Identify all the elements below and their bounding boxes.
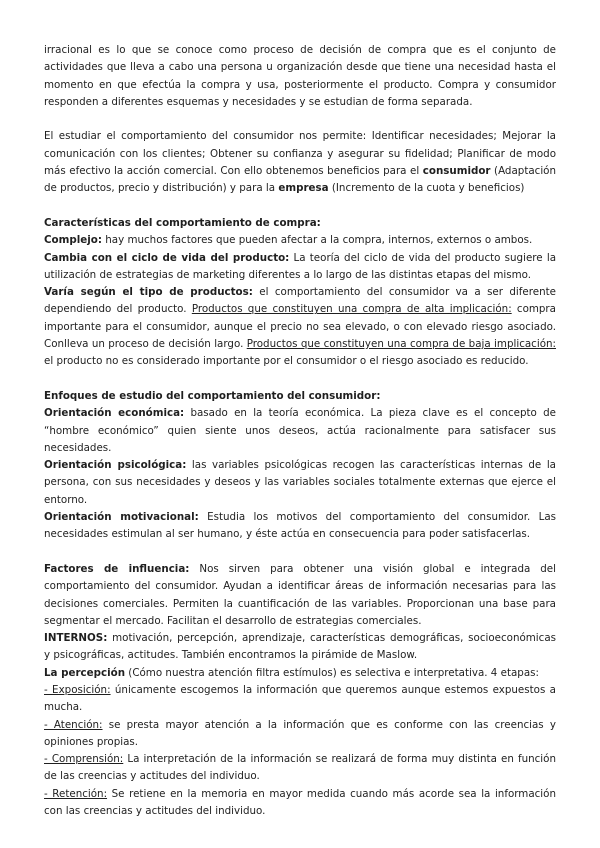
- enfoques-heading: Enfoques de estudio del comportamiento del consumidor:: [44, 389, 381, 402]
- retencion-item: - Retención: Se retiene en la memoria en mayor medida cuando más acorde sea la información con las creencias y actitudes del individuo.: [44, 787, 556, 818]
- economica-item: Orientación económica: basado en la teoría económica. La pieza clave es el concepto de “hombre económico” quien siente unos deseos, actúa racionalmente para satisfacer sus necesidades.: [44, 407, 556, 454]
- psicologica-item: Orientación psicológica: las variables psicológicas recogen las características internas de la persona, con sus necesidades y deseos y las variables sociales totalmente externas que ejerce el entorno.: [44, 459, 556, 506]
- complejo-item: Complejo: hay muchos factores que pueden afectar a la compra, internos, externos o ambos.: [44, 234, 533, 247]
- comprension-item: - Comprensión: La interpretación de la información se realizará de forma muy distinta en función de las creencias y actitudes del individuo.: [44, 753, 556, 783]
- intro-paragraph-1: irracional es lo que se conoce como proceso de decisión de compra que es el conjunto de actividades que lleva a cabo una persona u organización desde que tiene una necesidad hasta el momento en que efectúa la compra y usa, posteriormente el producto. Compra y consumidor responden a diferentes esquemas y necesidades y se estudian de forma separada.: [44, 44, 556, 108]
- caracteristicas-heading: Características del comportamiento de compra:: [44, 216, 321, 229]
- spacer: [44, 198, 556, 215]
- varia-item: Varía según el tipo de productos: el comportamiento del consumidor va a ser diferente dependiendo del producto. Productos que constituyen una compra de alta implicación: compra importante para el consumidor, aunque el precio no sea elevado, o con elevado riesgo asociado. Conlleva un proceso de decisión largo. Productos que constituyen una compra de baja implicación: el producto no es considerado importante por el consumidor o el riesgo asociado es reducido.: [44, 286, 556, 368]
- atencion-item: - Atención: se presta mayor atención a la información que es conforme con las creencias y opiniones propias.: [44, 718, 556, 748]
- intro-paragraph-2: El estudiar el comportamiento del consumidor nos permite: Identificar necesidades; Mejorar la comunicación con los clientes; Obtener su confianza y asegurar su fidelidad; Planificar de modo más efectivo la acción comercial. Con ello obtenemos beneficios para el consumidor (Adaptación de productos, precio y distribución) y para la empresa (Incremento de la cuota y beneficios): [44, 130, 557, 195]
- exposicion-item: - Exposición: únicamente escogemos la información que queremos aunque estemos expuestos a mucha.: [44, 683, 556, 714]
- percepcion-item: La percepción (Cómo nuestra atención filtra estímulos) es selectiva e interpretativa. 4 etapas:: [44, 666, 539, 679]
- internos-item: INTERNOS: motivación, percepción, aprendizaje, características demográficas, socioeconómicas y psicográficas, actitudes. También encontramos la pirámide de Maslow.: [44, 632, 556, 662]
- spacer: [44, 111, 556, 128]
- motivacional-item: Orientación motivacional: Estudia los motivos del comportamiento del consumidor. Las necesidades estimulan al ser humano, y éste actúa en consecuencia para poder satisfacerlas.: [44, 511, 556, 541]
- spacer: [44, 371, 556, 388]
- spacer: [44, 544, 556, 561]
- ciclo-item: Cambia con el ciclo de vida del producto: La teoría del ciclo de vida del producto sugiere la utilización de estrategias de marketing diferentes a lo largo de las distintas etapas del mismo.: [44, 251, 557, 281]
- factores-paragraph: Factores de influencia: Nos sirven para obtener una visión global e integrada del comportamiento del consumidor. Ayudan a identificar áreas de información necesarias para las decisiones comerciales. Permiten la cuantificación de las variables. Proporcionan una base para segmentar el mercado. Facilitan el desarrollo de estrategias comerciales.: [44, 562, 556, 627]
- document-page: [44, 42, 556, 820]
